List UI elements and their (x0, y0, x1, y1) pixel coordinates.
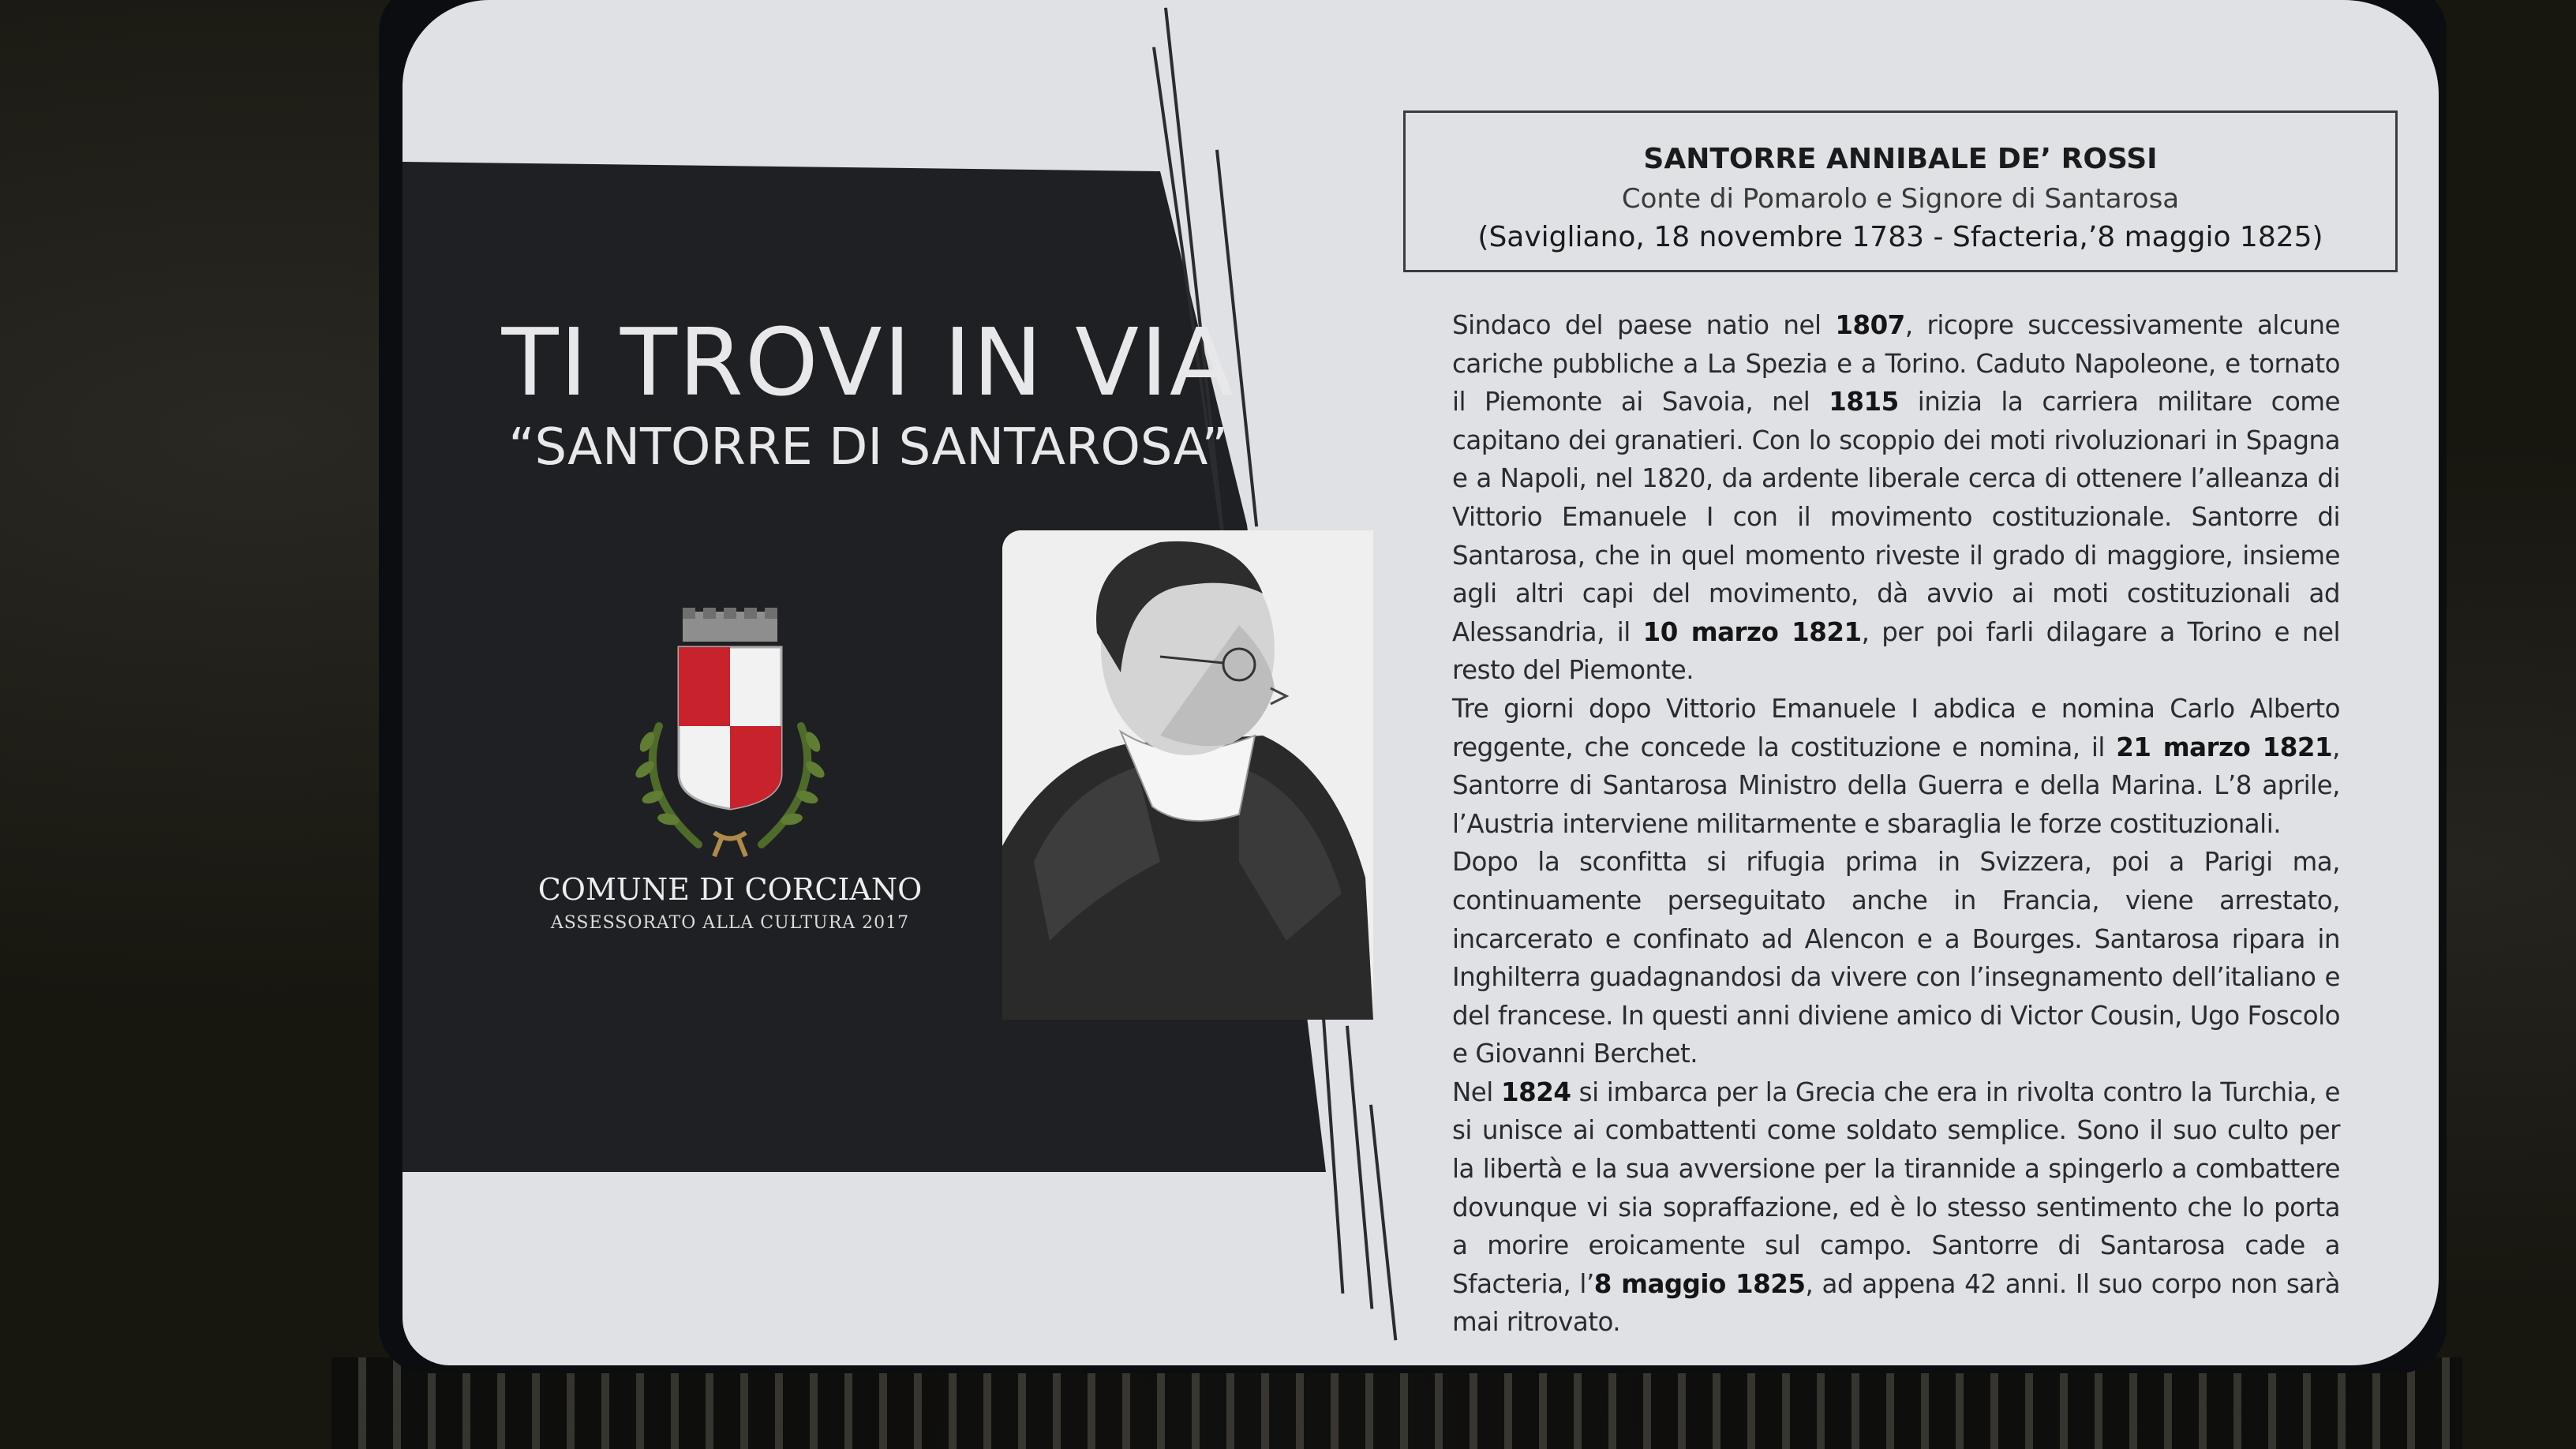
text-run: , per poi farli dilagare a Torino e nel resto del Piemonte. (1452, 616, 2340, 686)
decorative-line (1369, 1105, 1397, 1341)
biography-header (1403, 110, 2398, 272)
text-run: Nel (1452, 1076, 1502, 1107)
highlighted-date: 1824 (1501, 1076, 1571, 1107)
person-title: Conte di Pomarolo e Signore di Santarosa (1621, 183, 2180, 215)
biography-paragraph (1452, 306, 2340, 690)
street-plaque (402, 0, 2439, 1365)
sign-title: TI TROVI IN VIA (501, 308, 1235, 417)
coat-of-arms-icon (604, 608, 856, 868)
decorative-line (1322, 1018, 1344, 1294)
biography-paragraph (1452, 690, 2340, 843)
highlighted-date: 10 marzo 1821 (1642, 616, 1862, 647)
biography-text (1452, 306, 2340, 1342)
text-run: , Santorre di Santarosa Ministro della Guerra e della Marina. L’8 aprile, l’Austria interviene militarmente e sbaraglia le forze costituzionali. (1452, 732, 2340, 839)
portrait-engraving (1002, 530, 1373, 1020)
highlighted-date: 21 marzo 1821 (2116, 732, 2333, 762)
text-run: , ricopre successivamente alcune cariche pubbliche a La Spezia e a Torino. Caduto Napoleone, e tornato il Piemonte ai Savoia, nel (1452, 310, 2340, 417)
person-dates: (Savigliano, 18 novembre 1783 - Sfacteria,’8 maggio 1825) (1477, 221, 2323, 253)
portrait-image (1002, 530, 1373, 1020)
highlighted-date: 1807 (1835, 310, 1905, 340)
biography-paragraph (1452, 843, 2340, 1073)
text-run: , ad appena 42 anni. Il suo corpo non sarà mai ritrovato. (1452, 1268, 2340, 1338)
text-run: Dopo la sconfitta si rifugia prima in Svizzera, poi a Parigi ma, continuamente perseguitato anche in Francia, viene arrestato, incarcerato e confinato ad Alencon e a Bourges. Santarosa ripara in Inghilterra guadagnandosi da vivere con l’insegnamento dell’italiano e del francese. In questi anni diviene amico di Victor Cousin, Ugo Foscolo e Giovanni Berchet. (1452, 847, 2340, 1069)
decorative-line (1346, 1026, 1373, 1309)
street-name: “SANTORRE DI SANTAROSA” (508, 418, 1228, 477)
text-run: si imbarca per la Grecia che era in rivolta contro la Turchia, e si unisce ai combattenti come soldato semplice. Sono il suo culto per la libertà e la sua avversione per la tirannide a spingerlo a combattere dovunque vi sia sopraffazione, ed è lo stesso sentimento che lo porta a morire eroicamente sul campo. Santorre di Santarosa cade a Sfacteria, l’ (1452, 1076, 2340, 1299)
text-run: Sindaco del paese natio nel (1452, 310, 1836, 340)
highlighted-date: 8 maggio 1825 (1593, 1268, 1806, 1299)
biography-paragraph (1452, 1073, 2340, 1342)
text-run: inizia la carriera militare come capitano dei granatieri. Con lo scoppio dei moti rivoluzionari in Spagna e a Napoli, nel 1820, da ardente liberale cerca di ottenere l’alleanza di Vittorio Emanuele I con il movimento costituzionale. Santorre di Santarosa, che in quel momento riveste il grado di maggiore, insieme agli altri capi del movimento, dà avvio ai moti costituzionali ad Alessandria, il (1452, 387, 2340, 647)
person-name: SANTORRE ANNIBALE DE’ ROSSI (1643, 143, 2158, 175)
highlighted-date: 1815 (1829, 387, 1899, 417)
assessorato-label: ASSESSORATO ALLA CULTURA 2017 (550, 913, 910, 933)
comune-label: COMUNE DI CORCIANO (537, 872, 923, 907)
text-run: Tre giorni dopo Vittorio Emanuele I abdica e nomina Carlo Alberto reggente, che concede la costituzione e nomina, il (1452, 693, 2340, 762)
